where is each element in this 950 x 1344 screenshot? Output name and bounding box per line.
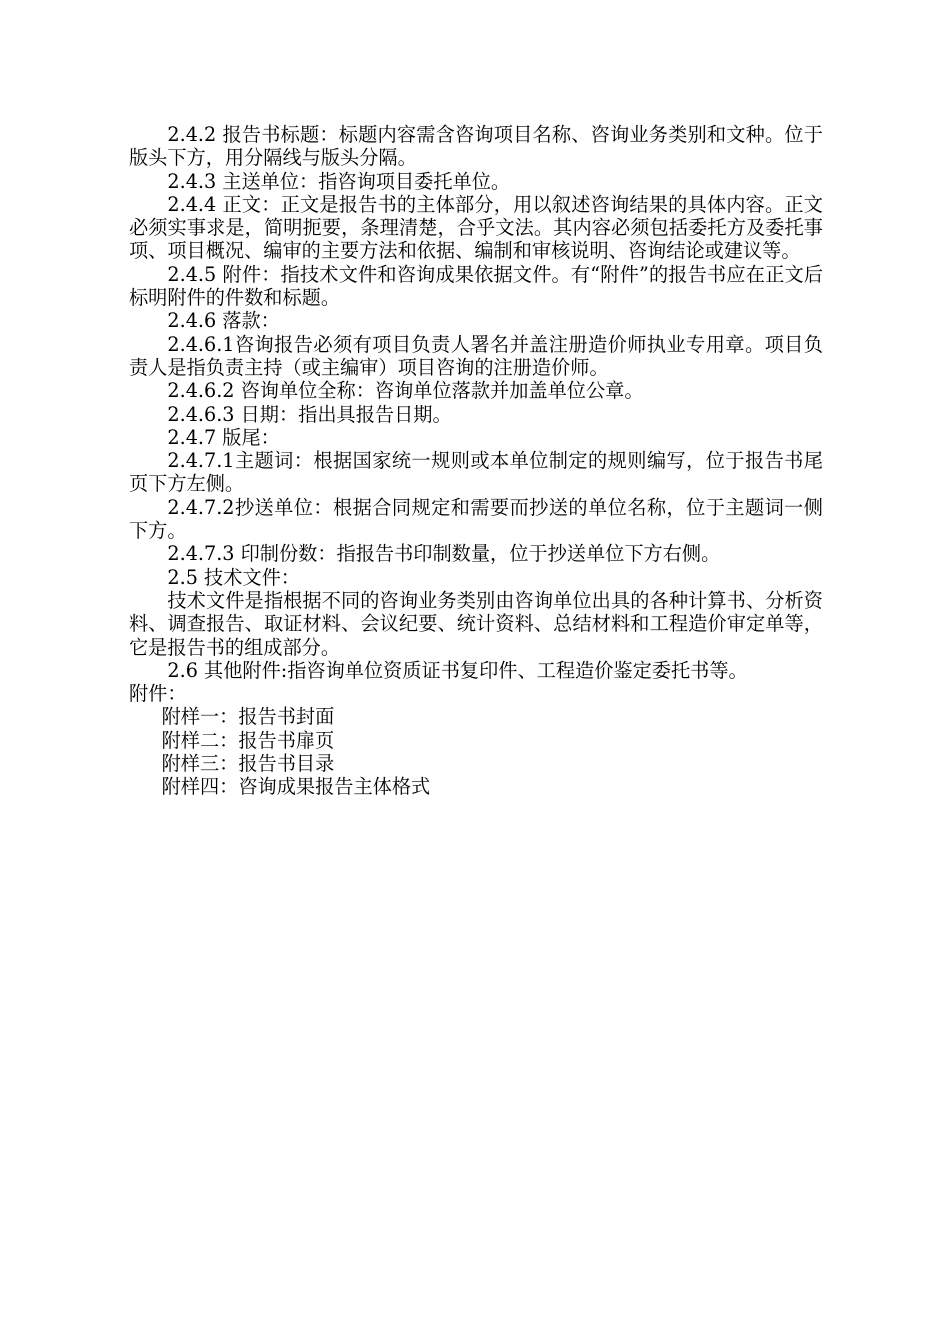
attachment-item: 附样一：报告书封面	[161, 705, 335, 729]
paragraph-2-4-7-3: 2.4.7.3 印制份数：指报告书印制数量，位于抄送单位下方右侧。	[167, 542, 721, 566]
paragraph-2-4-7-2: 2.4.7.2抄送单位：根据合同规定和需要而抄送的单位名称，位于主题词一侧下方。	[129, 495, 823, 543]
paragraph-2-4-3: 2.4.3 主送单位：指咨询项目委托单位。	[167, 169, 511, 193]
paragraph-2-4-7-1: 2.4.7.1主题词：根据国家统一规则或本单位制定的规则编写，位于报告书尾页下方左侧。	[129, 449, 823, 496]
paragraph-2-4-6-2: 2.4.6.2 咨询单位全称：咨询单位落款并加盖单位公章。	[167, 379, 644, 403]
attachment-item: 附样四：咨询成果报告主体格式	[161, 775, 431, 799]
attachment-item: 附样二：报告书扉页	[161, 728, 335, 752]
paragraph-2-4-6-1: 2.4.6.1咨询报告必须有项目负责人署名并盖注册造价师执业专用章。项目负责人是指负责主持（或主编审）项目咨询的注册造价师。	[129, 332, 823, 379]
document-body	[129, 123, 823, 799]
paragraph-2-4-5: 2.4.5 附件：指技术文件和咨询成果依据文件。有“附件”的报告书应在正文后标明附件的件数和标题。	[129, 262, 823, 310]
attachments-heading: 附件：	[129, 682, 187, 706]
paragraph-2-4-6: 2.4.6 落款：	[167, 309, 280, 333]
attachment-item: 附样三：报告书目录	[161, 752, 335, 776]
paragraph-2-4-7: 2.4.7 版尾：	[167, 425, 280, 449]
paragraph-2-4-2: 2.4.2 报告书标题：标题内容需含咨询项目名称、咨询业务类别和文种。位于版头下方，用分隔线与版头分隔。	[129, 123, 823, 170]
paragraph-2-4-6-3: 2.4.6.3 日期：指出具报告日期。	[167, 402, 452, 426]
paragraph-tech-docs: 技术文件是指根据不同的咨询业务类别由咨询单位出具的各种计算书、分析资料、调查报告、取证材料、会议纪要、统计资料、总结材料和工程造价审定单等，它是报告书的组成部分。	[129, 588, 823, 659]
paragraph-2-6: 2.6 其他附件:指咨询单位资质证书复印件、工程造价鉴定委托书等。	[167, 658, 748, 682]
paragraph-2-4-4: 2.4.4 正文：正文是报告书的主体部分，用以叙述咨询结果的具体内容。正文必须实事求是，简明扼要，条理清楚，合乎文法。其内容必须包括委托方及委托事项、项目概况、编审的主要方法和依据、编制和审核说明、咨询结论或建议等。	[129, 192, 823, 263]
paragraph-2-5: 2.5 技术文件：	[167, 565, 300, 589]
